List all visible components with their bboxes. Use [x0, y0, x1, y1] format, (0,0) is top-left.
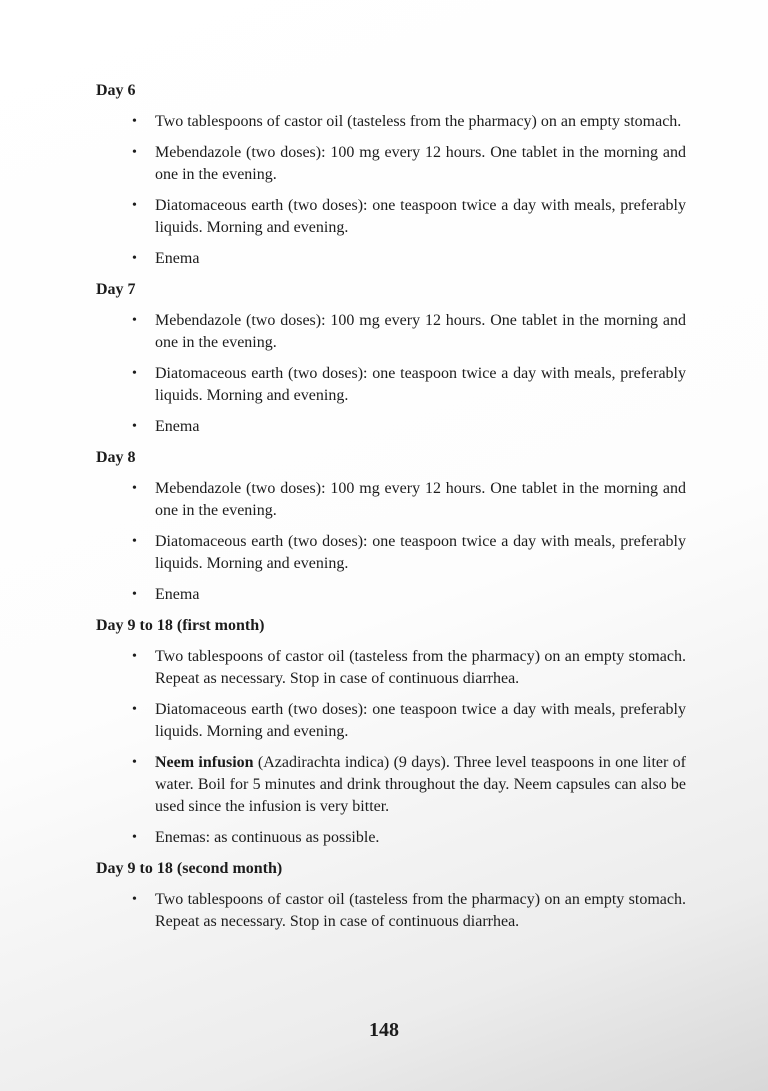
bullet-icon: • — [132, 755, 137, 770]
bullet-list — [96, 111, 686, 270]
section-day-9-to-18-first-month — [96, 615, 686, 849]
list-item — [96, 752, 686, 818]
section-heading: Day 9 to 18 (first month) — [96, 617, 265, 634]
list-item-text: Diatomaceous earth (two doses): one teaspoon twice a day with meals, preferably liquids. Morning and evening. — [155, 365, 686, 404]
bullet-list — [96, 310, 686, 438]
list-item-bold-text: Neem infusion — [155, 754, 254, 771]
bullet-icon: • — [132, 481, 137, 496]
list-item — [96, 363, 686, 407]
list-item-text: Diatomaceous earth (two doses): one teaspoon twice a day with meals, preferably liquids. Morning and evening. — [155, 533, 686, 572]
list-item-text: Mebendazole (two doses): 100 mg every 12 hours. One tablet in the morning and one in the evening. — [155, 480, 686, 519]
bullet-icon: • — [132, 313, 137, 328]
list-item-text: (Azadirachta indica) (9 days). Three level teaspoons in one liter of water. Boil for 5 minutes and drink throughout the day. Neem capsules can also be used since the infusion is very bitter. — [155, 754, 686, 815]
list-item — [96, 416, 686, 438]
bullet-icon: • — [132, 587, 137, 602]
list-item-text: Enema — [155, 250, 200, 267]
section-day-8 — [96, 447, 686, 606]
list-item-text: Enema — [155, 418, 200, 435]
list-item — [96, 248, 686, 270]
section-day-9-to-18-second-month — [96, 858, 686, 933]
bullet-icon: • — [132, 251, 137, 266]
list-item — [96, 310, 686, 354]
list-item — [96, 195, 686, 239]
list-item — [96, 111, 686, 133]
bullet-icon: • — [132, 702, 137, 717]
bullet-icon: • — [132, 114, 137, 129]
list-item — [96, 699, 686, 743]
page-number: 148 — [369, 1019, 399, 1041]
list-item-text: Two tablespoons of castor oil (tasteless from the pharmacy) on an empty stomach. — [155, 113, 682, 130]
section-heading: Day 9 to 18 (second month) — [96, 860, 283, 877]
bullet-list — [96, 478, 686, 606]
page-content — [96, 80, 686, 942]
section-day-6 — [96, 80, 686, 270]
bullet-list — [96, 889, 686, 933]
list-item-text: Enemas: as continuous as possible. — [155, 829, 380, 846]
bullet-icon: • — [132, 419, 137, 434]
list-item-text: Two tablespoons of castor oil (tasteless from the pharmacy) on an empty stomach. Repeat as necessary. Stop in case of continuous diarrhea. — [155, 648, 686, 687]
section-day-7 — [96, 279, 686, 438]
list-item — [96, 889, 686, 933]
bullet-icon: • — [132, 366, 137, 381]
list-item — [96, 478, 686, 522]
list-item — [96, 531, 686, 575]
bullet-icon: • — [132, 830, 137, 845]
list-item-text: Diatomaceous earth (two doses): one teaspoon twice a day with meals, preferably liquids. Morning and evening. — [155, 701, 686, 740]
list-item-text: Enema — [155, 586, 200, 603]
list-item-text: Two tablespoons of castor oil (tasteless from the pharmacy) on an empty stomach. Repeat as necessary. Stop in case of continuous diarrhea. — [155, 891, 686, 930]
bullet-icon: • — [132, 892, 137, 907]
bullet-list — [96, 646, 686, 849]
list-item — [96, 827, 686, 849]
list-item-text: Mebendazole (two doses): 100 mg every 12 hours. One tablet in the morning and one in the evening. — [155, 312, 686, 351]
section-heading: Day 8 — [96, 449, 136, 466]
bullet-icon: • — [132, 534, 137, 549]
list-item-text: Mebendazole (two doses): 100 mg every 12 hours. One tablet in the morning and one in the evening. — [155, 144, 686, 183]
list-item — [96, 646, 686, 690]
list-item-text: Diatomaceous earth (two doses): one teaspoon twice a day with meals, preferably liquids. Morning and evening. — [155, 197, 686, 236]
section-heading: Day 7 — [96, 281, 136, 298]
bullet-icon: • — [132, 649, 137, 664]
section-heading: Day 6 — [96, 82, 136, 99]
bullet-icon: • — [132, 198, 137, 213]
list-item — [96, 142, 686, 186]
list-item — [96, 584, 686, 606]
bullet-icon: • — [132, 145, 137, 160]
